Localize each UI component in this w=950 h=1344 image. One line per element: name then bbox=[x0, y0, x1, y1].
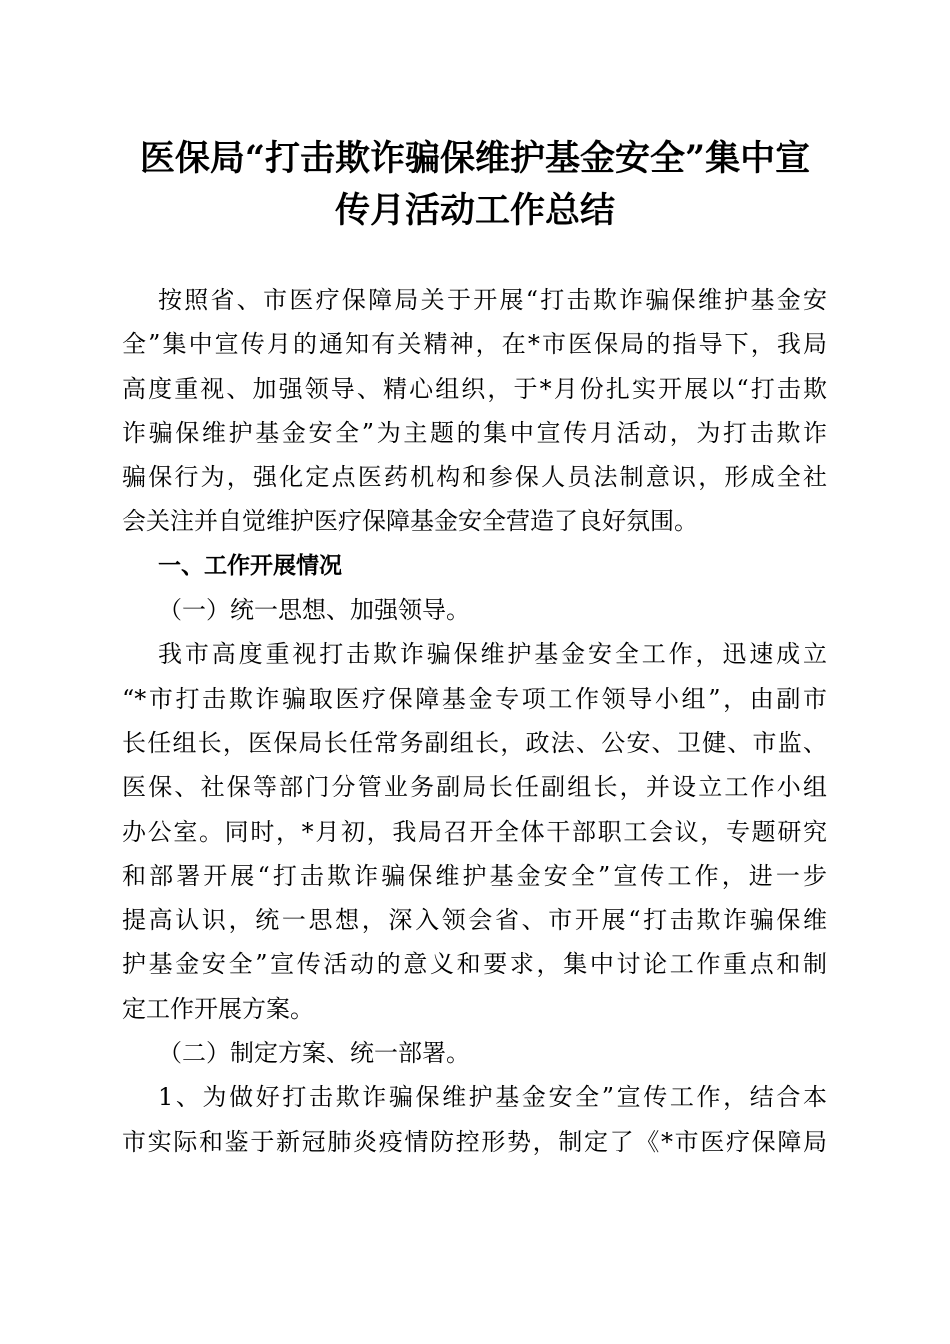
document-body bbox=[122, 278, 827, 1164]
paragraph-line: 护基金安全”宣传活动的意义和要求，集中讨论工作重点和制 bbox=[122, 950, 827, 979]
paragraph-line: 高度重视、加强领导、精心组织，于*月份扎实开展以“打击欺 bbox=[122, 374, 827, 403]
paragraph-line: 会关注并自觉维护医疗保障基金安全营造了良好氛围。 bbox=[122, 507, 698, 536]
paragraph-line: 市实际和鉴于新冠肺炎疫情防控形势，制定了《*市医疗保障局 bbox=[122, 1127, 827, 1156]
document-title bbox=[100, 133, 850, 237]
paragraph-line: 诈骗保维护基金安全”为主题的集中宣传月活动，为打击欺诈 bbox=[122, 418, 827, 447]
paragraph-line: 全”集中宣传月的通知有关精神，在*市医保局的指导下，我局 bbox=[122, 330, 827, 359]
paragraph-line: 按照省、市医疗保障局关于开展“打击欺诈骗保维护基金安 bbox=[158, 286, 827, 314]
section-heading: 一、工作开展情况 bbox=[158, 552, 342, 579]
paragraph-line: 和部署开展“打击欺诈骗保维护基金安全”宣传工作，进一步 bbox=[122, 861, 827, 890]
paragraph-line: 定工作开展方案。 bbox=[122, 994, 314, 1023]
title-line-1: 医保局“打击欺诈骗保维护基金安全”集中宣 bbox=[139, 138, 811, 179]
paragraph-line: 长任组长，医保局长任常务副组长，政法、公安、卫健、市监、 bbox=[122, 728, 827, 757]
paragraph-line: 我市高度重视打击欺诈骗保维护基金安全工作，迅速成立 bbox=[158, 640, 827, 669]
paragraph-line: 医保、社保等部门分管业务副局长任副组长，并设立工作小组 bbox=[122, 773, 827, 802]
paragraph-line: 1、为做好打击欺诈骗保维护基金安全”宣传工作，结合本 bbox=[158, 1083, 827, 1112]
paragraph-line: “*市打击欺诈骗取医疗保障基金专项工作领导小组”，由副市 bbox=[122, 684, 827, 713]
subsection-heading: （一）统一思想、加强领导。 bbox=[158, 596, 470, 625]
subsection-heading: （二）制定方案、统一部署。 bbox=[158, 1039, 470, 1068]
paragraph-line: 提高认识，统一思想，深入领会省、市开展“打击欺诈骗保维 bbox=[122, 906, 827, 935]
paragraph-line: 办公室。同时，*月初，我局召开全体干部职工会议，专题研究 bbox=[122, 817, 827, 846]
title-line-2: 传月活动工作总结 bbox=[334, 190, 615, 231]
paragraph-line: 骗保行为，强化定点医药机构和参保人员法制意识，形成全社 bbox=[122, 463, 827, 492]
